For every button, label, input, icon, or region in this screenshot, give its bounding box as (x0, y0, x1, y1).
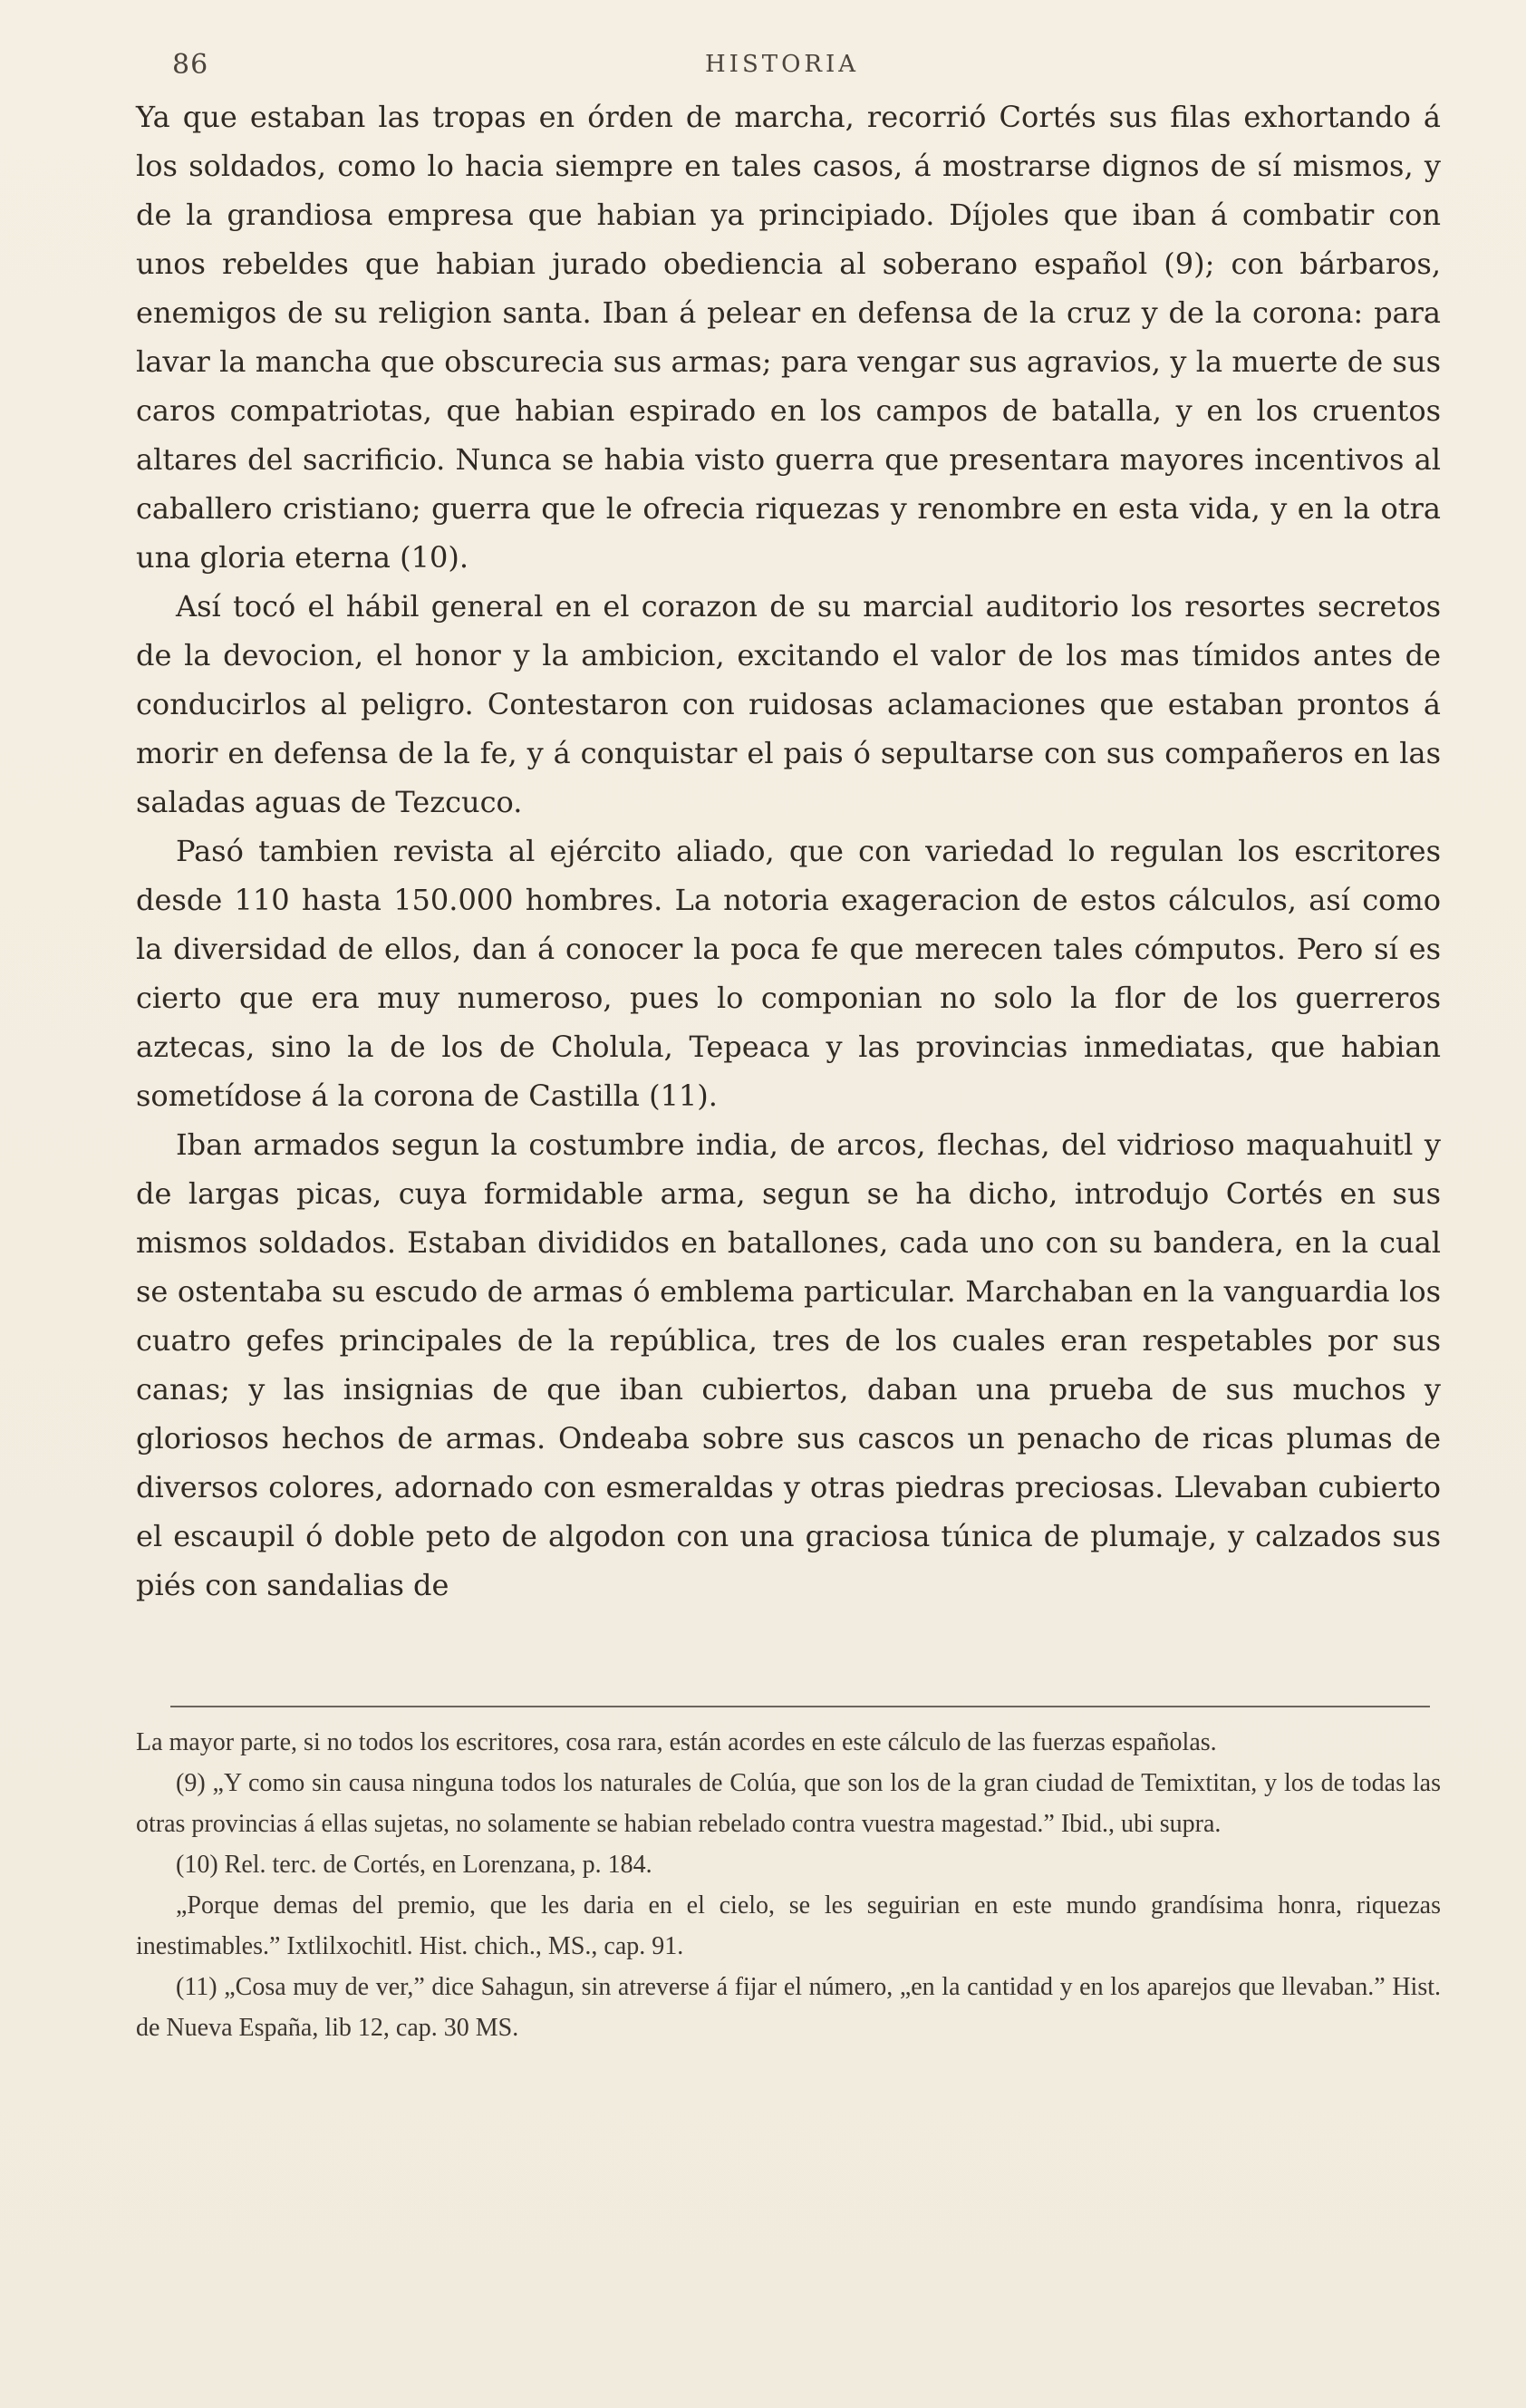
paragraph-2: Así tocó el hábil general en el corazon de su marcial auditorio los resortes secretos de la devocion, el honor y la ambicion, excitando el valor de los mas tímidos antes de conducirlos al peligro. Contestaron con ruidosas aclamaciones que estaban prontos á morir en defensa de la fe, y á conquistar el pais ó sepultarse con sus compañeros en las saladas aguas de Tezcuco. (136, 589, 1441, 819)
footnote-line-3: (10) Rel. terc. de Cortés, en Lorenzana, p. 184. (176, 1851, 652, 1879)
running-title: HISTORIA (705, 51, 860, 78)
footnote-line-4: „Porque demas del premio, que les daria en el cielo, se les seguirian en este mundo grandísima honra, riquezas inestimables.” Ixtlilxochitl. Hist. chich., MS., cap. 91. (136, 1891, 1441, 1960)
footnote-line-1: La mayor parte, si no todos los escritores, cosa rara, están acordes en este cálculo de las fuerzas españolas. (136, 1728, 1217, 1756)
footnote-separator (170, 1706, 1430, 1707)
footnote-line-2: (9) „Y como sin causa ninguna todos los naturales de Colúa, que son los de la gran ciudad de Temixtitan, y los de todas las otras provincias á ellas sujetas, no solamente se habian rebelado contra vuestra magestad.” Ibid., ubi supra. (136, 1769, 1441, 1838)
page-number: 86 (172, 49, 209, 81)
footnotes (136, 1722, 1441, 2048)
paragraph-4: Iban armados segun la costumbre india, de arcos, flechas, del vidrioso maquahuitl y de largas picas, cuya formidable arma, segun se ha dicho, introdujo Cortés en sus mismos soldados. Estaban divididos en batallones, cada uno con su bandera, en la cual se ostentaba su escudo de armas ó emblema particular. Marchaban en la vanguardia los cuatro gefes principales de la república, tres de los cuales eran respetables por sus canas; y las insignias de que iban cubiertos, daban una prueba de sus muchos y gloriosos hechos de armas. Ondeaba sobre sus cascos un penacho de ricas plumas de diversos colores, adornado con esmeraldas y otras piedras preciosas. Llevaban cubierto el escaupil ó doble peto de algodon con una graciosa túnica de plumaje, y calzados sus piés con sandalias de (136, 1127, 1441, 1602)
page-header (172, 49, 1432, 89)
paragraph-3: Pasó tambien revista al ejército aliado, que con variedad lo regulan los escritores desde 110 hasta 150.000 hombres. La notoria exageracion de estos cálculos, así como la diversidad de ellos, dan á conocer la poca fe que merecen tales cómputos. Pero sí es cierto que era muy numeroso, pues lo componian no solo la flor de los guerreros aztecas, sino la de los de Cholula, Tepeaca y las provincias inmediatas, que habian sometídose á la corona de Castilla (11). (136, 834, 1441, 1113)
main-text (136, 92, 1441, 1610)
paragraph-1: Ya que estaban las tropas en órden de marcha, recorrió Cortés sus filas exhortando á los soldados, como lo hacia siempre en tales casos, á mostrarse dignos de sí mismos, y de la grandiosa empresa que habian ya principiado. Díjoles que iban á combatir con unos rebeldes que habian jurado obediencia al soberano español (9); con bárbaros, enemigos de su religion santa. Iban á pelear en defensa de la cruz y de la corona: para lavar la mancha que obscurecia sus armas; para vengar sus agravios, y la muerte de sus caros compatriotas, que habian espirado en los campos de batalla, y en los cruentos altares del sacrificio. Nunca se habia visto guerra que presentara mayores incentivos al caballero cristiano; guerra que le ofrecia riquezas y renombre en esta vida, y en la otra una gloria eterna (10). (136, 100, 1441, 575)
footnote-line-5: (11) „Cosa muy de ver,” dice Sahagun, sin atreverse á fijar el número, „en la cantidad y en los aparejos que llevaban.” Hist. de Nueva España, lib 12, cap. 30 MS. (136, 1973, 1441, 2042)
